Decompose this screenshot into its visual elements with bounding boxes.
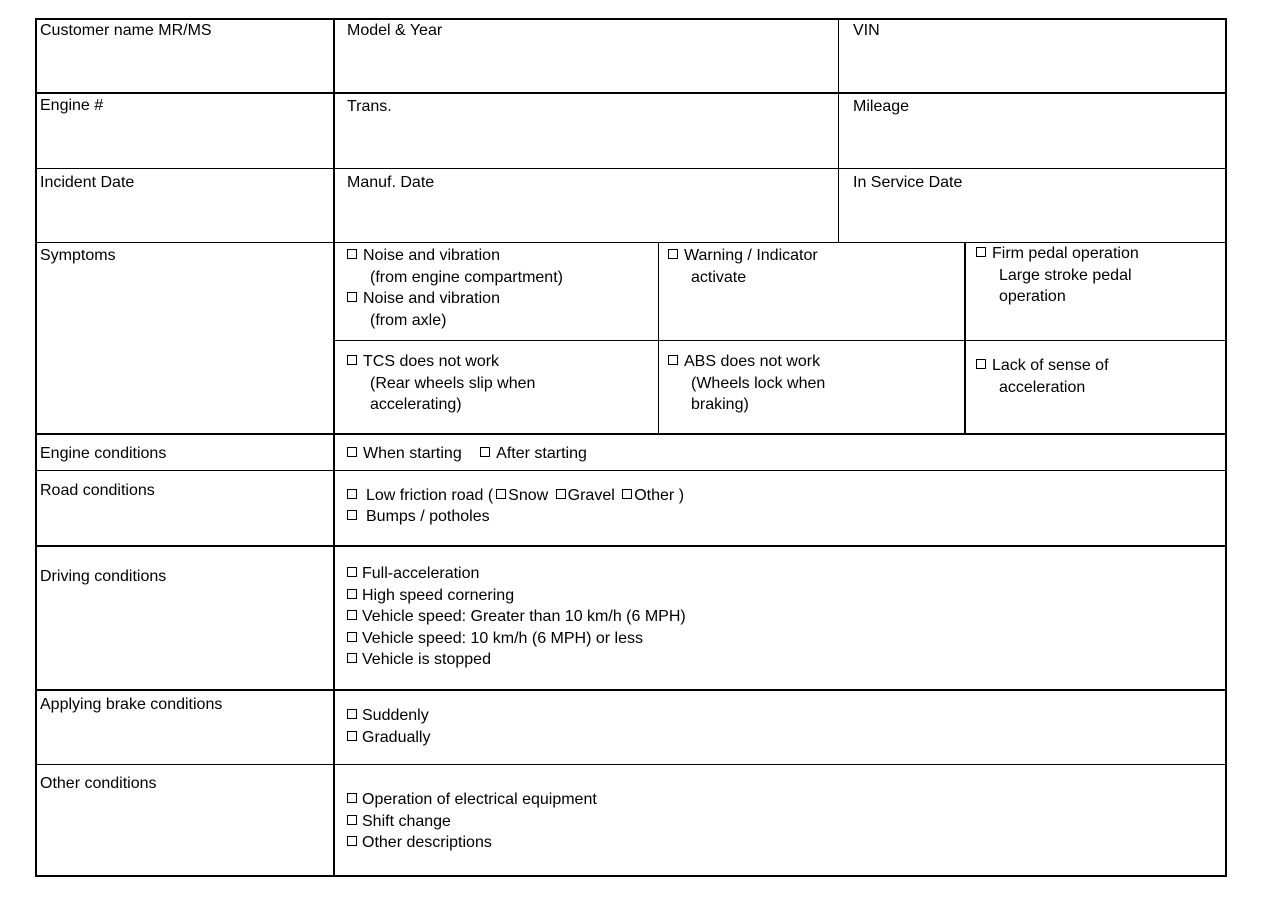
checkbox[interactable] bbox=[347, 793, 357, 803]
checkbox[interactable] bbox=[668, 355, 678, 365]
checkbox[interactable] bbox=[347, 510, 357, 520]
trans-label: Trans. bbox=[347, 98, 392, 115]
engine-conditions-options bbox=[347, 443, 587, 465]
checkbox[interactable] bbox=[480, 447, 490, 457]
checkbox[interactable] bbox=[347, 610, 357, 620]
checkbox[interactable] bbox=[347, 249, 357, 259]
row-divider bbox=[35, 168, 1227, 169]
symptom-warning-indicator[interactable]: Warning / Indicator activate bbox=[668, 245, 818, 288]
symptom-abs[interactable]: ABS does not work (Wheels lock when braking) bbox=[668, 351, 825, 416]
vin-label: VIN bbox=[853, 22, 880, 39]
checkbox[interactable] bbox=[347, 489, 357, 499]
option-after-starting[interactable]: After starting bbox=[480, 443, 587, 465]
in-service-date-label: In Service Date bbox=[853, 174, 963, 191]
row-divider bbox=[35, 545, 1227, 547]
row-divider bbox=[35, 92, 1227, 94]
option-other-descriptions[interactable]: Other descriptions bbox=[347, 832, 597, 854]
checkbox[interactable] bbox=[347, 653, 357, 663]
option-when-starting[interactable]: When starting bbox=[347, 443, 462, 465]
symptom-lack-acceleration[interactable]: Lack of sense of acceleration bbox=[976, 355, 1109, 398]
road-low-friction[interactable]: Low friction road ( Snow Gravel Other ) bbox=[347, 485, 684, 507]
checkbox-gravel[interactable] bbox=[556, 489, 566, 499]
checkbox[interactable] bbox=[976, 359, 986, 369]
checkbox[interactable] bbox=[976, 247, 986, 257]
row-divider bbox=[35, 433, 1227, 435]
customer-name-label: Customer name MR/MS bbox=[40, 22, 212, 39]
option-electrical-equipment[interactable]: Operation of electrical equipment bbox=[347, 789, 597, 811]
symptoms-label: Symptoms bbox=[40, 247, 116, 264]
other-conditions-label: Other conditions bbox=[40, 775, 157, 792]
checkbox[interactable] bbox=[347, 632, 357, 642]
option-vehicle-stopped[interactable]: Vehicle is stopped bbox=[347, 649, 686, 671]
symptom-tcs[interactable]: TCS does not work (Rear wheels slip when accelerating) bbox=[347, 351, 535, 416]
option-full-acceleration[interactable]: Full-acceleration bbox=[347, 563, 686, 585]
checkbox-other[interactable] bbox=[622, 489, 632, 499]
row-divider bbox=[35, 689, 1227, 691]
column-divider bbox=[838, 18, 839, 242]
worksheet-frame bbox=[35, 18, 1227, 877]
road-bumps[interactable]: Bumps / potholes bbox=[347, 506, 490, 528]
symptoms-column-divider bbox=[658, 242, 659, 434]
option-gradually[interactable]: Gradually bbox=[347, 727, 430, 749]
model-year-label: Model & Year bbox=[347, 22, 443, 39]
driving-conditions-label: Driving conditions bbox=[40, 568, 167, 585]
engine-conditions-label: Engine conditions bbox=[40, 445, 167, 462]
row-divider bbox=[35, 470, 1227, 471]
brake-conditions-label: Applying brake conditions bbox=[40, 696, 223, 713]
checkbox[interactable] bbox=[347, 731, 357, 741]
symptoms-column-divider bbox=[964, 242, 966, 434]
checkbox[interactable] bbox=[347, 815, 357, 825]
road-conditions-label: Road conditions bbox=[40, 482, 155, 499]
symptoms-row-divider bbox=[334, 340, 1227, 341]
checkbox[interactable] bbox=[347, 355, 357, 365]
symptom-noise-engine[interactable]: Noise and vibration (from engine compartment) bbox=[347, 245, 563, 288]
option-suddenly[interactable]: Suddenly bbox=[347, 705, 430, 727]
checkbox[interactable] bbox=[347, 567, 357, 577]
symptom-pedal-operation[interactable]: Firm pedal operation Large stroke pedal operation bbox=[976, 243, 1139, 308]
symptom-noise-axle[interactable]: Noise and vibration (from axle) bbox=[347, 288, 500, 331]
other-conditions-options bbox=[347, 789, 597, 854]
checkbox[interactable] bbox=[347, 447, 357, 457]
option-speed-less[interactable]: Vehicle speed: 10 km/h (6 MPH) or less bbox=[347, 628, 686, 650]
driving-conditions-options bbox=[347, 563, 686, 671]
option-speed-greater[interactable]: Vehicle speed: Greater than 10 km/h (6 MPH) bbox=[347, 606, 686, 628]
checkbox[interactable] bbox=[347, 292, 357, 302]
column-divider bbox=[333, 18, 335, 877]
brake-conditions-options bbox=[347, 705, 430, 748]
option-shift-change[interactable]: Shift change bbox=[347, 811, 597, 833]
engine-number-label: Engine # bbox=[40, 97, 104, 114]
checkbox[interactable] bbox=[347, 709, 357, 719]
checkbox[interactable] bbox=[668, 249, 678, 259]
checkbox[interactable] bbox=[347, 589, 357, 599]
row-divider bbox=[35, 764, 1227, 765]
mileage-label: Mileage bbox=[853, 98, 910, 115]
manuf-date-label: Manuf. Date bbox=[347, 174, 435, 191]
option-high-speed-cornering[interactable]: High speed cornering bbox=[347, 585, 686, 607]
checkbox-snow[interactable] bbox=[496, 489, 506, 499]
checkbox[interactable] bbox=[347, 836, 357, 846]
incident-date-label: Incident Date bbox=[40, 174, 135, 191]
